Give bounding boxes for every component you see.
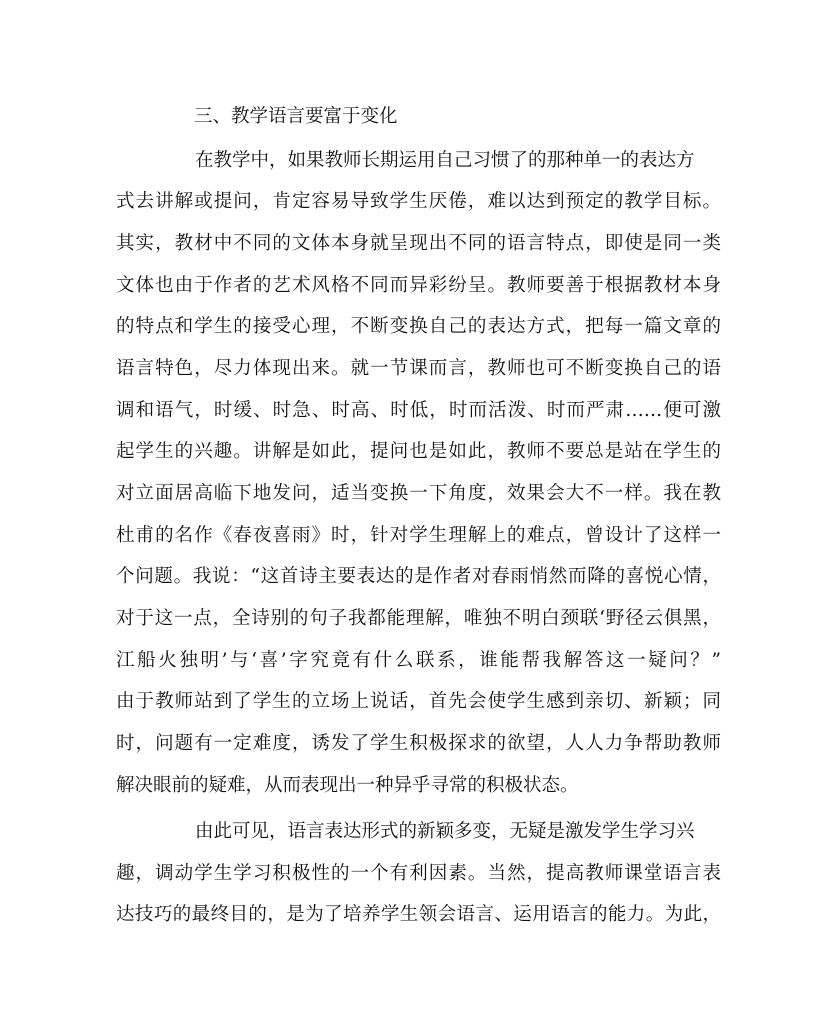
paragraph-line: 由于教师站到了学生的立场上说话，首先会使学生感到亲切、新颖；同 [116,691,721,712]
paragraph-line: 趣，调动学生学习积极性的一个有利因素。当然，提高教师课堂语言表 [116,863,721,884]
paragraph-line: 其实，教材中不同的文体本身就呈现出不同的语言特点，即使是同一类 [116,233,721,254]
paragraph-line: 对立面居高临下地发问，适当变换一下角度，效果会大不一样。我在教 [116,483,721,504]
paragraph-line: 由此可见，语言表达形式的新颖多变，无疑是激发学生学习兴 [195,821,695,842]
paragraph-line: 解决眼前的疑难，从而表现出一种异乎寻常的积极状态。 [116,775,579,796]
paragraph-line: 文体也由于作者的艺术风格不同而异彩纷呈。教师要善于根据教材本身 [116,275,721,296]
paragraph-line: 语言特色，尽力体现出来。就一节课而言，教师也可不断变换自己的语 [116,358,721,379]
section-heading: 三、教学语言要富于变化 [194,106,398,127]
paragraph-line: 式去讲解或提问，肯定容易导致学生厌倦，难以达到预定的教学目标。 [116,191,721,212]
paragraph-line: 的特点和学生的接受心理，不断变换自己的表达方式，把每一篇文章的 [116,316,721,337]
paragraph-line: 起学生的兴趣。讲解是如此，提问也是如此，教师不要总是站在学生的 [116,441,721,462]
paragraph-line: 达技巧的最终目的，是为了培养学生领会语言、运用语言的能力。为此， [116,904,721,925]
paragraph-line: 江船火独明’与‘喜’字究竟有什么联系，谁能帮我解答这一疑问？” [116,650,721,671]
paragraph-line: 个问题。我说：“这首诗主要表达的是作者对春雨悄然而降的喜悦心情， [116,566,721,587]
paragraph-line: 在教学中，如果教师长期运用自己习惯了的那种单一的表达方 [195,150,695,171]
paragraph-line: 调和语气，时缓、时急、时高、时低，时而活泼、时而严肃……便可激 [116,400,721,421]
paragraph-line: 杜甫的名作《春夜喜雨》时，针对学生理解上的难点，曾设计了这样一 [116,525,721,546]
paragraph-line: 对于这一点，全诗别的句子我都能理解，唯独不明白颈联‘野径云俱黑， [116,608,721,629]
paragraph-line: 时，问题有一定难度，诱发了学生积极探求的欲望，人人力争帮助教师 [116,733,721,754]
